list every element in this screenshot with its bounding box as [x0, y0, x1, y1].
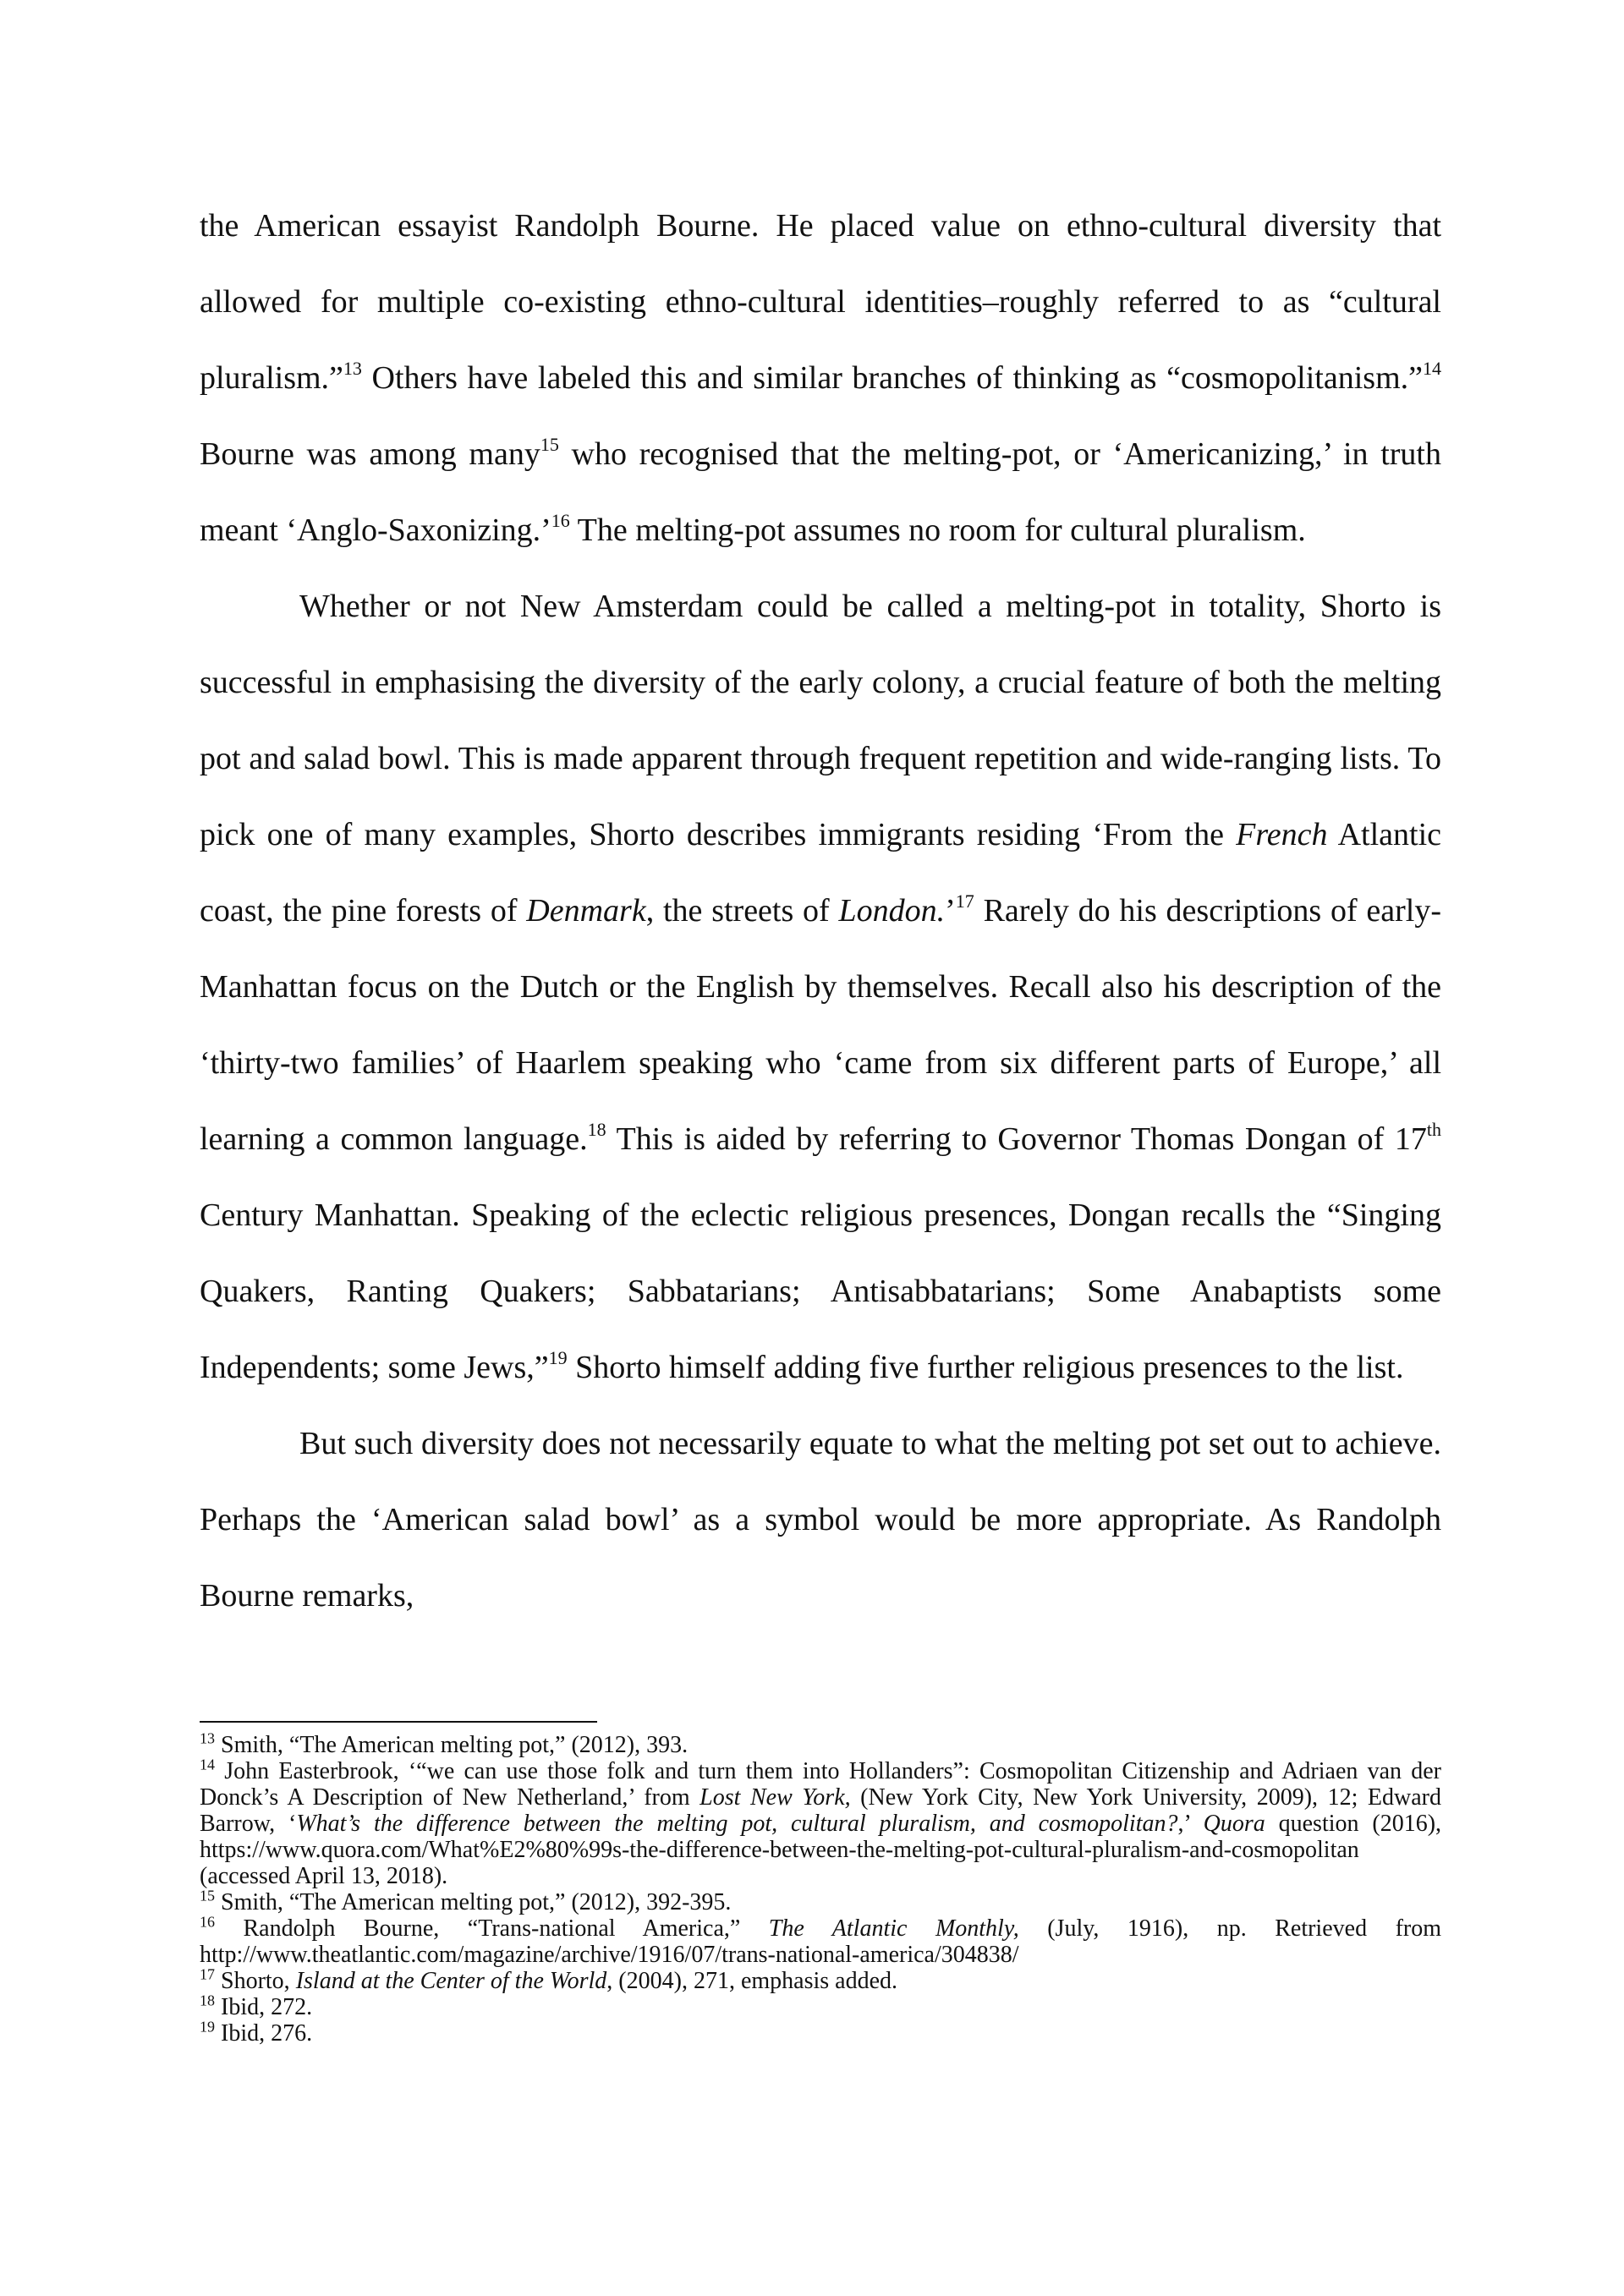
- paragraph-2-text-8: Shorto himself adding five further religious presences to the list.: [567, 1350, 1404, 1385]
- paragraph-1-text-3: Bourne was among many: [200, 436, 540, 472]
- paragraph-1-text-1: the American essayist Randolph Bourne. He placed value on ethno-cultural diversity that allowed for multiple co-existing ethno-cultural identities–roughly referred to as “cultural pluralism.”: [200, 208, 1441, 396]
- footnote-17-text-2: , (2004), 271, emphasis added.: [606, 1968, 898, 1994]
- ordinal-suffix: th: [1426, 1119, 1441, 1141]
- footnote-15: [200, 1889, 1441, 1915]
- footnote-13: [200, 1729, 1441, 1758]
- footnote-15-text: Smith, “The American melting pot,” (2012), 392-395.: [215, 1889, 732, 1915]
- footnote-13-number: 13: [200, 1729, 215, 1747]
- footnote-19-text: Ibid, 276.: [215, 2020, 313, 2047]
- paragraph-2-text-5: Rarely do his descriptions of early-Manhattan focus on the Dutch or the English by themselves. Recall also his description of the ‘thirty-two families’ of Haarlem speaking who ‘came from six different parts of Europe,’ all learning a common language.: [200, 893, 1441, 1157]
- footnote-ref-13: 13: [343, 358, 362, 380]
- footnote-17-text-1: Shorto,: [215, 1968, 296, 1994]
- footnote-17-italic: Island at the Center of the World: [295, 1968, 607, 1994]
- footnote-16-text-2: (July, 1916), np. Retrieved from http://www.theatlantic.com/magazine/archive/1916/07/trans-national-america/304838/: [200, 1915, 1441, 1968]
- main-text: [200, 188, 1441, 1634]
- footnote-ref-16: 16: [551, 510, 570, 532]
- footnote-ref-15: 15: [540, 434, 559, 456]
- footnote-14-italic-3: Quora: [1203, 1811, 1265, 1837]
- footnote-16: [200, 1915, 1441, 1968]
- footnote-14-italic-1: Lost New York,: [700, 1784, 851, 1811]
- paragraph-3-text-1: But such diversity does not necessarily equate to what the melting pot set out to achieve. Perhaps the ‘American salad bowl’ as a symbol would be more appropriate. As Randolph Bourne remarks,: [200, 1426, 1441, 1614]
- footnote-16-text-1: Randolph Bourne, “Trans-national America,”: [215, 1915, 769, 1942]
- footnote-ref-17: 17: [955, 890, 974, 912]
- footnote-15-number: 15: [200, 1887, 215, 1904]
- paragraph-2-text-3: , the streets of: [645, 893, 839, 929]
- paragraph-2-text-4: ’: [945, 893, 956, 929]
- footnote-14-text-1: John Easterbrook, ‘“we can use those folk and turn them into Hollanders”: Cosmopolitan Citizenship and Adriaen van der Donck’s A Description of New Netherland,’ from: [200, 1758, 1441, 1811]
- footnote-18-text: Ibid, 272.: [215, 1994, 313, 2020]
- footnote-16-number: 16: [200, 1913, 215, 1931]
- footnote-14-text-2: (New York City, New York University, 2009), 12; Edward Barrow, ‘: [200, 1784, 1441, 1837]
- footnote-18: [200, 1994, 1441, 2020]
- paragraph-3: [200, 1406, 1441, 1634]
- footnote-ref-19: 19: [548, 1347, 568, 1369]
- paragraph-2-italic-denmark: Denmark: [526, 893, 646, 929]
- footnote-ref-18: 18: [587, 1119, 606, 1141]
- footnotes: [200, 1729, 1442, 2047]
- paragraph-2-text-2: Atlantic coast, the pine forests of: [200, 817, 1442, 929]
- paragraph-2-italic-french: French: [1236, 817, 1328, 852]
- footnote-19: [200, 2020, 1441, 2047]
- paragraph-1-text-4: who recognised that the melting-pot, or ‘Americanizing,’ in truth meant ‘Anglo-Saxonizing.’: [200, 436, 1441, 548]
- footnote-14-italic-2: What’s the difference between the melting pot, cultural pluralism, and cosmopolitan?: [296, 1811, 1178, 1837]
- footnote-14: [200, 1758, 1441, 1889]
- footnote-19-number: 19: [200, 2018, 215, 2036]
- paragraph-2-italic-london: London.: [838, 893, 946, 929]
- footnote-18-number: 18: [200, 1992, 215, 2009]
- footnote-14-text-3: ,’: [1177, 1811, 1204, 1837]
- footnote-14-text-4: question (2016), https://www.quora.com/What%E2%80%99s-the-difference-between-the-melting-pot-cultural-pluralism-and-cosmopolitan (accessed April 13, 2018).: [200, 1811, 1442, 1889]
- paragraph-1: [200, 188, 1441, 568]
- footnote-14-number: 14: [200, 1756, 215, 1773]
- footnote-17-number: 17: [200, 1965, 215, 1983]
- paragraph-1-text-2: Others have labeled this and similar branches of thinking as “cosmopolitanism.”: [361, 360, 1423, 396]
- paragraph-1-text-5: The melting-pot assumes no room for cultural pluralism.: [569, 512, 1306, 548]
- footnote-13-text: Smith, “The American melting pot,” (2012), 393.: [215, 1732, 689, 1758]
- footnote-17: [200, 1965, 1441, 1994]
- paragraph-2-text-1: Whether or not New Amsterdam could be called a melting-pot in totality, Shorto is successful in emphasising the diversity of the early colony, a crucial feature of both the melting pot and salad bowl. This is made apparent through frequent repetition and wide-ranging lists. To pick one of many examples, Shorto describes immigrants residing ‘From the: [200, 589, 1441, 852]
- paragraph-2-text-6: This is aided by referring to Governor Thomas Dongan of 17: [606, 1121, 1427, 1157]
- paragraph-2: [200, 568, 1441, 1406]
- paragraph-2-text-7: Century Manhattan. Speaking of the eclectic religious presences, Dongan recalls the “Singing Quakers, Ranting Quakers; Sabbatarians; Antisabbatarians; Some Anabaptists some Independents; some Jews,”: [200, 1197, 1441, 1385]
- footnote-ref-14: 14: [1423, 358, 1441, 380]
- footnote-16-italic: The Atlantic Monthly,: [768, 1915, 1019, 1942]
- footnote-separator: [200, 1721, 597, 1723]
